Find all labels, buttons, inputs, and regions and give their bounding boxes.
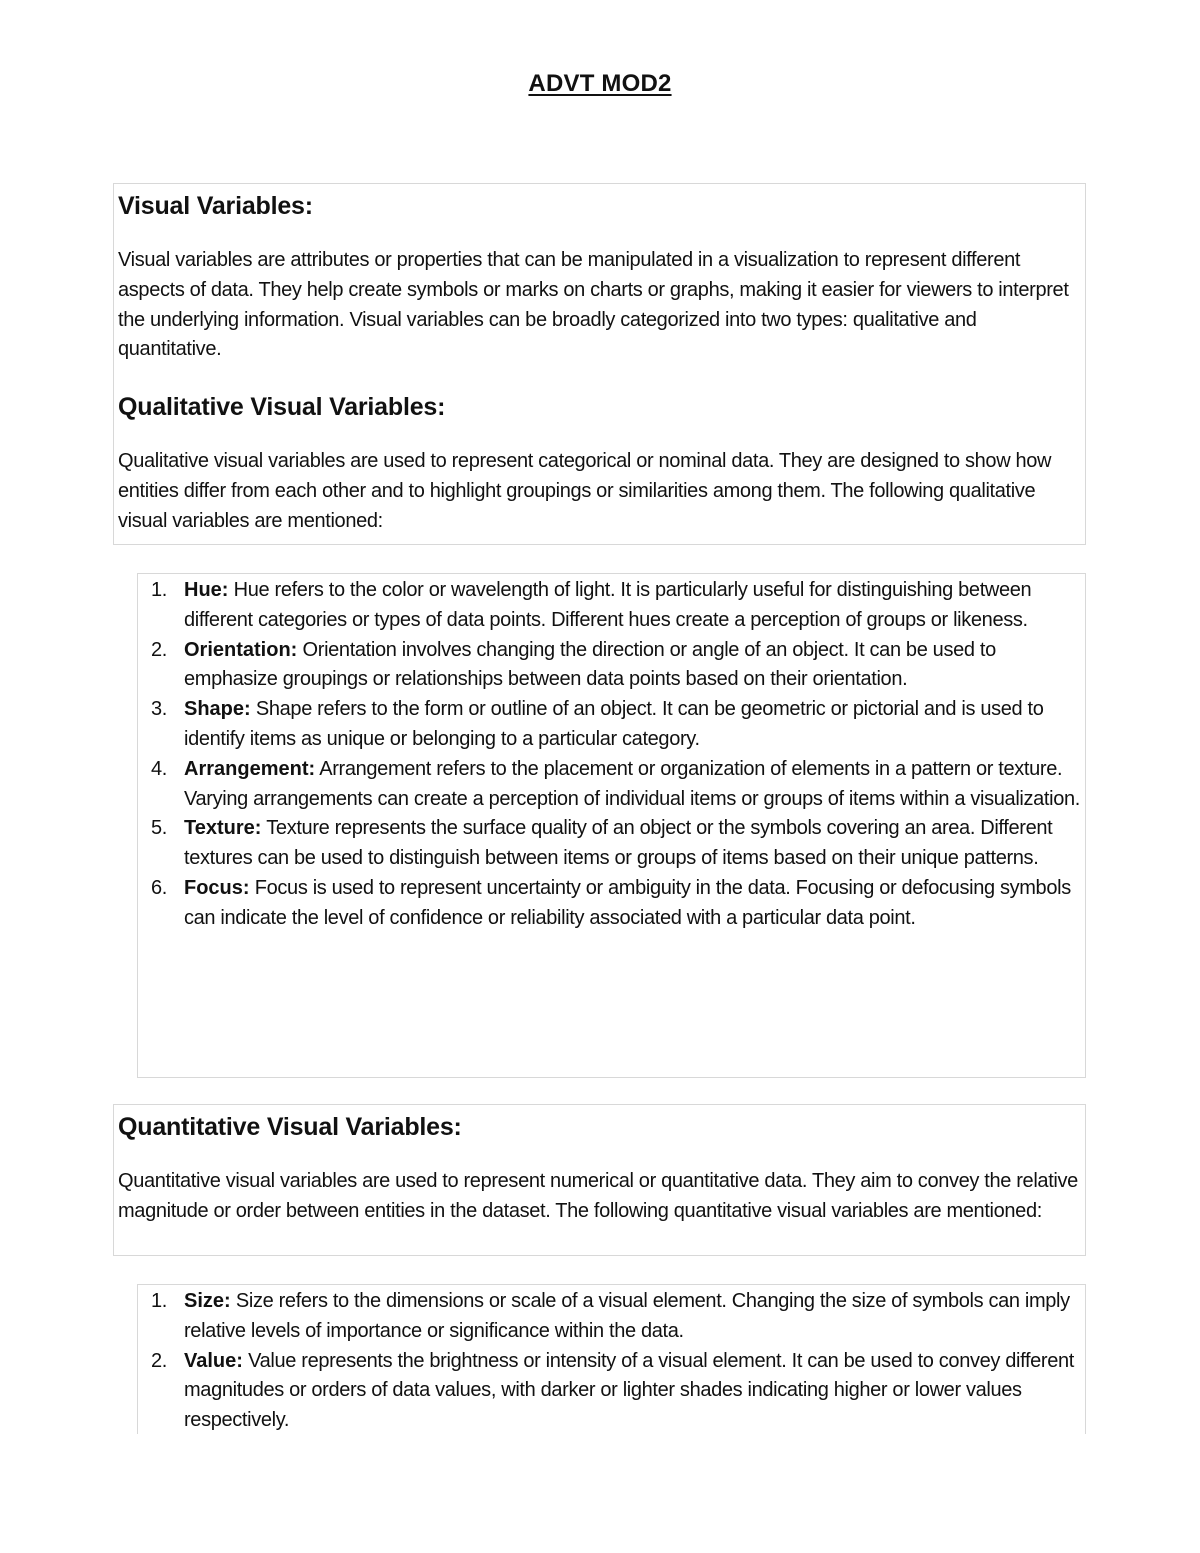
page-title: ADVT MOD2 xyxy=(528,70,672,97)
list-number: 2. xyxy=(151,1349,167,1372)
intro-text-box xyxy=(113,183,1086,545)
list-description: Focus is used to represent uncertainty or ambiguity in the data. Focusing or defocusing symbols can indicate the level of confidence or reliability associated with a particular data point. xyxy=(184,876,1071,929)
quantitative-text-box xyxy=(113,1104,1086,1256)
list-description: Value represents the brightness or intensity of a visual element. It can be used to convey different magnitudes or orders of data values, with darker or lighter shades indicating higher or lower values respectively. xyxy=(184,1349,1074,1432)
qualitative-paragraph: Qualitative visual variables are used to represent categorical or nominal data. They are designed to show how entities differ from each other and to highlight groupings or similarities among them. The following qualitative visual variables are mentioned: xyxy=(118,450,1052,532)
quantitative-heading: Quantitative Visual Variables: xyxy=(118,1113,462,1141)
list-item xyxy=(138,1347,1085,1436)
list-item xyxy=(138,814,1085,874)
visual-variables-paragraph: Visual variables are attributes or properties that can be manipulated in a visualization to represent different aspects of data. They help create symbols or marks on charts or graphs, making it easier for viewers to interpret the underlying information. Visual variables can be broadly categorized into two types: qualitative and quantitative. xyxy=(118,249,1069,361)
list-description: Orientation involves changing the direction or angle of an object. It can be used to emphasize groupings or relationships between data points based on their orientation. xyxy=(184,638,996,691)
list-item xyxy=(138,636,1085,696)
list-description: Arrangement refers to the placement or organization of elements in a pattern or texture. Varying arrangements can create a perception of individual items or groups of items within a visualization. xyxy=(184,757,1080,810)
list-item xyxy=(138,1287,1085,1347)
qualitative-variables-list xyxy=(138,574,1085,934)
list-term: Size: xyxy=(184,1290,231,1312)
list-term: Hue: xyxy=(184,579,229,601)
visual-variables-heading: Visual Variables: xyxy=(118,192,313,220)
list-term: Texture: xyxy=(184,817,262,840)
list-description: Texture represents the surface quality of an object or the symbols covering an area. Different textures can be used to distinguish between items or groups of items based on their unique patterns. xyxy=(184,817,1053,870)
list-number: 1. xyxy=(151,1290,167,1312)
list-item xyxy=(138,576,1085,636)
quantitative-variables-list xyxy=(138,1285,1085,1436)
list-item xyxy=(138,755,1085,815)
qualitative-list-box xyxy=(137,573,1086,1078)
quantitative-list-box xyxy=(137,1284,1086,1434)
list-term: Shape: xyxy=(184,698,251,721)
list-term: Focus: xyxy=(184,876,250,899)
qualitative-heading: Qualitative Visual Variables: xyxy=(118,393,446,422)
list-number: 5. xyxy=(151,817,167,840)
list-number: 4. xyxy=(151,757,167,780)
list-term: Value: xyxy=(184,1349,243,1372)
list-term: Orientation: xyxy=(184,638,298,661)
list-term: Arrangement: xyxy=(184,757,316,780)
quantitative-paragraph: Quantitative visual variables are used to represent numerical or quantitative data. They aim to convey the relative magnitude or order between entities in the dataset. The following quantitative visual variables are mentioned: xyxy=(118,1170,1078,1222)
list-description: Size refers to the dimensions or scale of a visual element. Changing the size of symbols can imply relative levels of importance or significance within the data. xyxy=(184,1290,1070,1342)
list-number: 2. xyxy=(151,638,167,661)
list-number: 3. xyxy=(151,698,167,721)
list-item xyxy=(138,695,1085,755)
list-number: 6. xyxy=(151,876,167,899)
list-description: Shape refers to the form or outline of an object. It can be geometric or pictorial and is used to identify items as unique or belonging to a particular category. xyxy=(184,698,1044,750)
list-description: Hue refers to the color or wavelength of light. It is particularly useful for distinguishing between different categories or types of data points. Different hues create a perception of groups or likeness. xyxy=(184,579,1032,631)
list-item xyxy=(138,874,1085,934)
list-number: 1. xyxy=(151,579,167,601)
